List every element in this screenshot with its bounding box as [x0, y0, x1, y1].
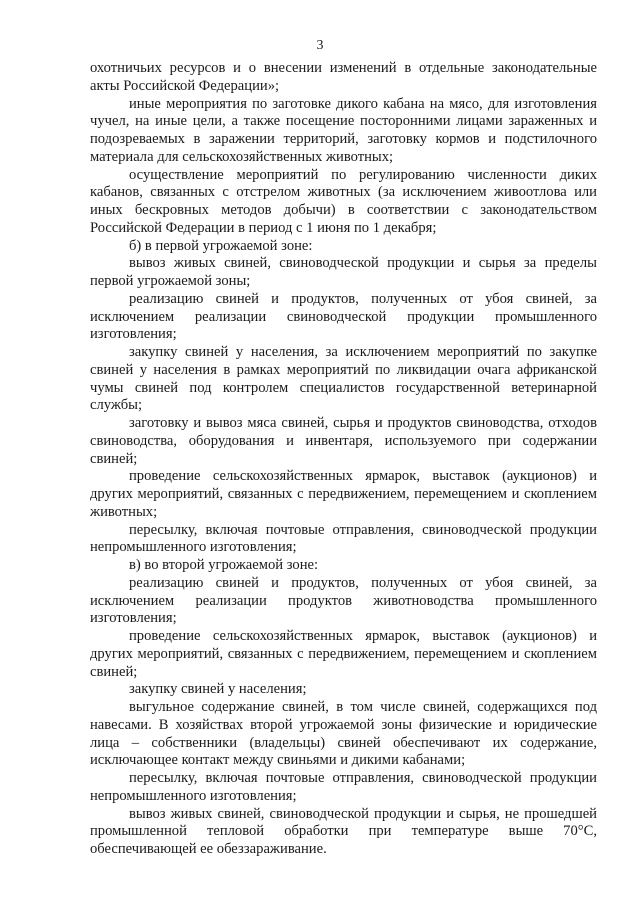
paragraph: пересылку, включая почтовые отправления, свиноводческой продукции непромышленного изготовления; [90, 770, 597, 804]
paragraph: осуществление мероприятий по регулированию численности диких кабанов, связанных с отстрелом животных (за исключением живоотлова или иных бескровных методов добычи) в соответствии с законодательством Российской Федерации в период с 1 июня по 1 декабря; [90, 166, 597, 236]
paragraph: проведение сельскохозяйственных ярмарок, выставок (аукционов) и других мероприятий, связанных с передвижением, перемещением и скоплением животных; [90, 468, 597, 520]
paragraph: пересылку, включая почтовые отправления, свиноводческой продукции непромышленного изготовления; [90, 521, 597, 556]
paragraph: реализацию свиней и продуктов, полученных от убоя свиней, за исключением реализации свиноводческой продукции промышленного изготовления; [90, 290, 597, 343]
paragraph: реализацию свиней и продуктов, полученных от убоя свиней, за исключением реализации продуктов животноводства промышленного изготовления; [90, 574, 597, 627]
paragraph: закупку свиней у населения; [129, 681, 307, 698]
paragraph: охотничьих ресурсов и о внесении изменений в отдельные законодательные акты Российской Федерации»; [90, 60, 597, 94]
paragraph: иные мероприятия по заготовке дикого кабана на мясо, для изготовления чучел, на иные цели, а также посещение посторонними лицами зараженных и подозреваемых в заражении территорий, заготовку кормов и подстилочного материала для сельскохозяйственных животных; [90, 95, 597, 165]
paragraph: проведение сельскохозяйственных ярмарок, выставок (аукционов) и других мероприятий, связанных с передвижением, перемещением и скоплением свиней; [90, 628, 597, 680]
paragraph: вывоз живых свиней, свиноводческой продукции и сырья, не прошедшей промышленной тепловой обработки при температуре выше 70°С, обеспечивающей ее обеззараживание. [90, 805, 597, 857]
paragraph: заготовку и вывоз мяса свиней, сырья и продуктов свиноводства, отходов свиноводства, оборудования и инвентаря, используемого при содержании свиней; [90, 415, 597, 467]
section-heading: б) в первой угрожаемой зоне: [129, 237, 313, 254]
paragraph: вывоз живых свиней, свиноводческой продукции и сырья за пределы первой угрожаемой зоны; [90, 255, 597, 289]
document-body [90, 60, 597, 859]
paragraph: закупку свиней у населения, за исключением мероприятий по закупке свиней у населения в рамках мероприятий по ликвидации очага африканской чумы свиней под контролем специалистов государственной ветеринарной службы; [90, 344, 597, 414]
paragraph: выгульное содержание свиней, в том числе свиней, содержащихся под навесами. В хозяйствах второй угрожаемой зоны физические и юридические лица – собственники (владельцы) свиней обеспечивают их содержание, исключающее контакт между свиньями и дикими кабанами; [90, 699, 597, 769]
section-heading: в) во второй угрожаемой зоне: [129, 557, 319, 573]
page-number: 3 [316, 38, 324, 53]
